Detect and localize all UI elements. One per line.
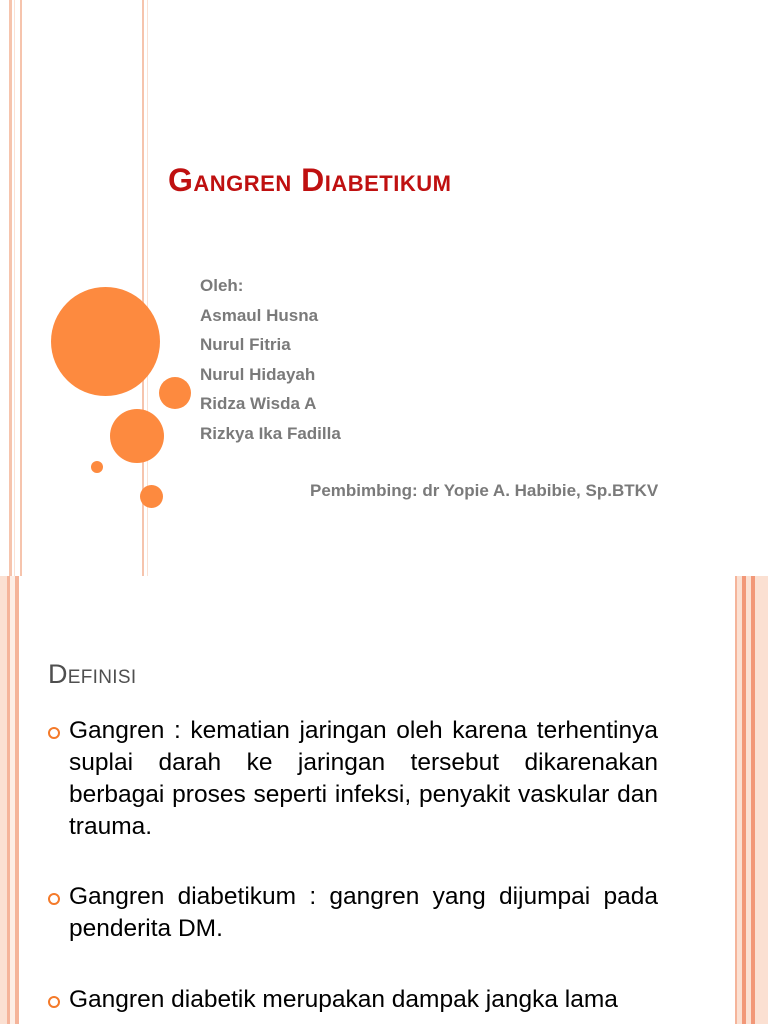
bullet-icon — [48, 727, 60, 739]
bullet-text: Gangren diabetik merupakan dampak jangka lama — [69, 986, 618, 1013]
author-name: Rizkya Ika Fadilla — [200, 423, 341, 443]
author-name: Nurul Hidayah — [200, 364, 316, 384]
bullet-icon — [48, 893, 60, 905]
author-name: Nurul Fitria — [200, 335, 291, 354]
decor-circle-small — [159, 377, 191, 409]
supervisor-text: Pembimbing: dr Yopie A. Habibie, Sp.BTKV — [310, 481, 659, 500]
slide-title: Gangren Diabetikum — [168, 162, 452, 198]
decor-band — [755, 576, 768, 1024]
bullet-icon — [48, 996, 60, 1008]
decor-line — [14, 0, 15, 576]
decor-band — [0, 576, 7, 1024]
author-list — [200, 271, 341, 448]
author-name: Ridza Wisda A — [200, 394, 317, 413]
bullet-text: Gangren : kematian jaringan oleh karena terhentinya suplai darah ke jaringan tersebut dikarenakan berbagai proses seperti infeksi, penyakit vaskular dan trauma. — [69, 717, 658, 840]
decor-line — [20, 0, 22, 576]
decor-circle-tiny — [91, 461, 103, 473]
bullet-text: Gangren diabetikum : gangren yang dijumpai pada penderita DM. — [69, 883, 658, 942]
decor-line — [9, 0, 12, 576]
decor-circle-large — [51, 287, 160, 396]
decor-band — [15, 576, 19, 1024]
definition-slide — [0, 576, 768, 1024]
decor-circle-small-2 — [140, 485, 163, 508]
authors-label: Oleh: — [200, 276, 244, 295]
author-name: Asmaul Husna — [200, 305, 319, 325]
decor-circle-medium — [110, 409, 164, 463]
section-heading: Definisi — [48, 659, 137, 689]
